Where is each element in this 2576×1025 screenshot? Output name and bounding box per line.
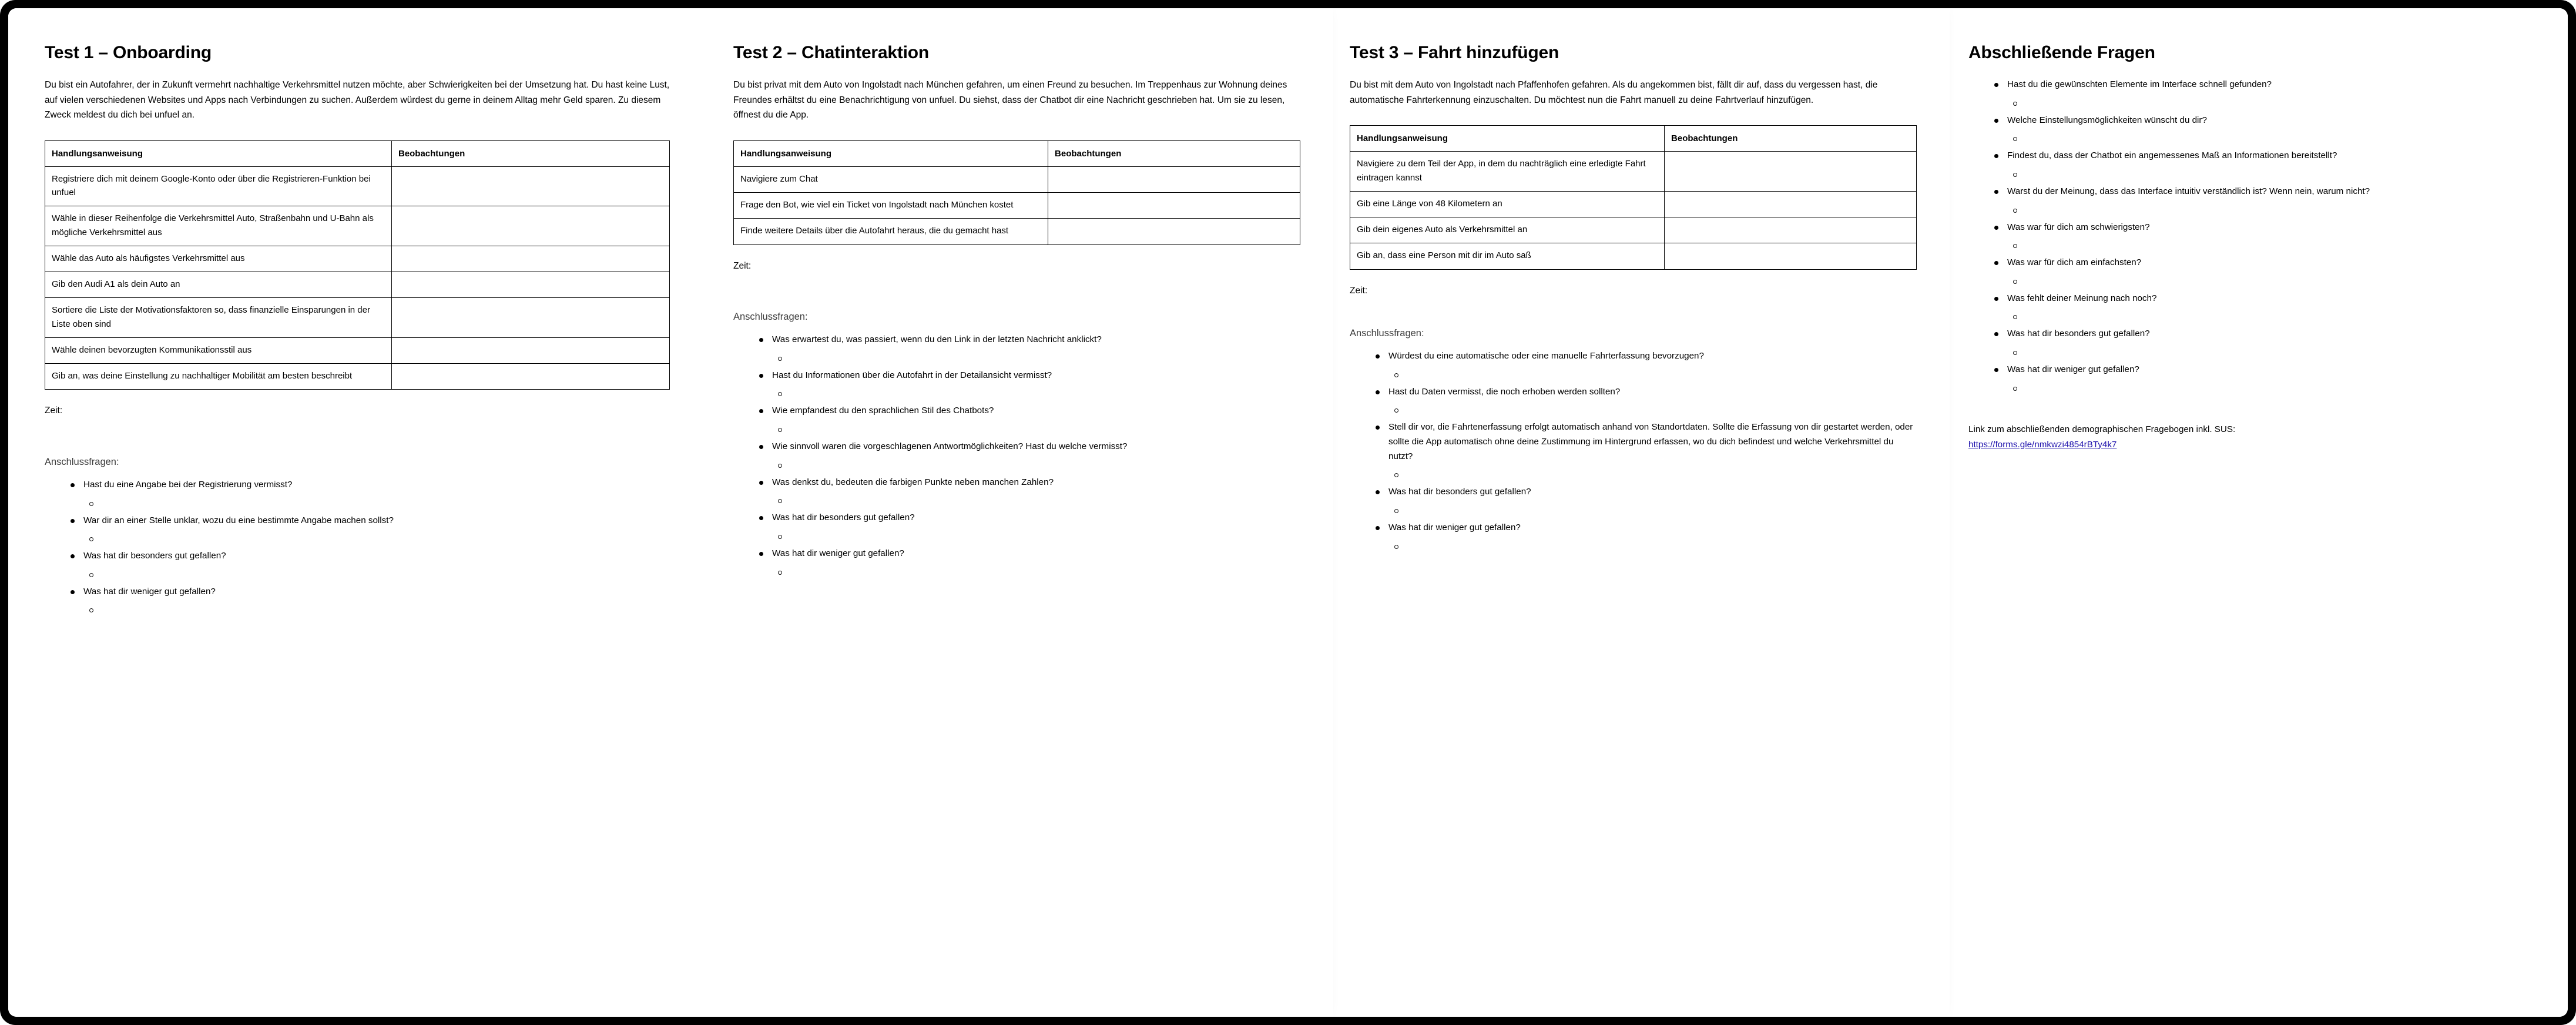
- table-row: [45, 206, 670, 246]
- page-title: Abschließende Fragen: [1968, 43, 2155, 62]
- document-page-4: [1950, 8, 2568, 1017]
- answer-sub-bullet: [1373, 403, 1917, 420]
- page-title: Test 2 – Chatinteraktion: [733, 43, 930, 62]
- column-header-observation: Beobachtungen: [1048, 140, 1300, 166]
- answer-sub-bullet: [757, 529, 1300, 547]
- answer-sub-bullet: [757, 493, 1300, 511]
- list-item: Was hat dir besonders gut gefallen?: [1992, 327, 2535, 341]
- answer-sub-bullet: [1992, 274, 2535, 292]
- answer-sub-bullet: [1992, 309, 2535, 327]
- observation-cell[interactable]: [1665, 152, 1917, 192]
- table-row: [45, 337, 670, 363]
- task-instruction-cell: Registriere dich mit deinem Google-Konto oder über die Registrieren-Funktion bei unfuel: [45, 166, 392, 206]
- table-row: [45, 166, 670, 206]
- observation-cell[interactable]: [391, 364, 669, 390]
- observation-cell[interactable]: [391, 272, 669, 298]
- answer-sub-bullet: [1992, 131, 2535, 149]
- table-row: [1350, 243, 1917, 269]
- list-item: Hast du Daten vermisst, die noch erhoben werden sollten?: [1373, 385, 1917, 400]
- list-item: Was hat dir besonders gut gefallen?: [757, 511, 1300, 525]
- table-row: [45, 364, 670, 390]
- table-header-row: [1350, 126, 1917, 152]
- task-table: [45, 140, 670, 390]
- followup-questions-list: [45, 478, 670, 621]
- column-header-action: Handlungsanweisung: [734, 140, 1048, 166]
- column-header-action: Handlungsanweisung: [1350, 126, 1665, 152]
- table-row: [1350, 191, 1917, 217]
- followup-questions-title: Anschlussfragen:: [45, 457, 119, 468]
- answer-sub-bullet: [1373, 467, 1917, 485]
- answer-sub-bullet: [1992, 203, 2535, 220]
- questionnaire-link[interactable]: https://forms.gle/nmkwzi4854rBTy4k7: [1968, 439, 2117, 450]
- answer-sub-bullet: [757, 422, 1300, 440]
- answer-sub-bullet: [1992, 96, 2535, 113]
- page-title: Test 1 – Onboarding: [45, 43, 212, 62]
- table-row: [1350, 217, 1917, 243]
- observation-cell[interactable]: [1665, 191, 1917, 217]
- page-title: Test 3 – Fahrt hinzufügen: [1350, 43, 1559, 62]
- answer-sub-bullet: [68, 531, 670, 549]
- list-item: Was hat dir weniger gut gefallen?: [1373, 521, 1917, 535]
- task-instruction-cell: Gib an, was deine Einstellung zu nachhaltiger Mobilität am besten beschreibt: [45, 364, 392, 390]
- time-label: Zeit:: [45, 406, 63, 416]
- list-item: Was hat dir besonders gut gefallen?: [1373, 485, 1917, 500]
- scenario-paragraph: Du bist privat mit dem Auto von Ingolstadt nach München gefahren, um einen Freund zu besuchen. Im Treppenhaus zur Wohnung deines Freundes erhältst du eine Benachrichtigung von unfuel. Du siehst, dass der Chatbot dir eine Nachricht geschrieben hat. Um sie zu lesen, öffnest du die App.: [733, 80, 1287, 120]
- document-surface: [8, 8, 2568, 1017]
- list-item: Stell dir vor, die Fahrtenerfassung erfolgt automatisch anhand von Standortdaten. Sollte die Erfassung von dir gestartet werden, oder sollte die App automatisch ohne deine Zustimmung im Hintergrund erfassen, wo du dich befindest und welche Verkehrsmittel du nutzt?: [1373, 420, 1917, 464]
- table-header-row: [45, 140, 670, 166]
- list-item: Wie empfandest du den sprachlichen Stil des Chatbots?: [757, 404, 1300, 418]
- answer-sub-bullet: [68, 567, 670, 585]
- final-questions-list: [1968, 78, 2535, 398]
- list-item: Würdest du eine automatische oder eine manuelle Fahrterfassung bevorzugen?: [1373, 349, 1917, 364]
- task-instruction-cell: Gib dein eigenes Auto als Verkehrsmittel an: [1350, 217, 1665, 243]
- answer-sub-bullet: [68, 602, 670, 620]
- task-table: [1350, 125, 1917, 270]
- list-item: Warst du der Meinung, dass das Interface intuitiv verständlich ist? Wenn nein, warum nicht?: [1992, 185, 2535, 199]
- answer-sub-bullet: [1992, 167, 2535, 185]
- list-item: Was fehlt deiner Meinung nach noch?: [1992, 292, 2535, 306]
- answer-sub-bullet: [757, 458, 1300, 475]
- table-row: [734, 193, 1300, 219]
- answer-sub-bullet: [1992, 238, 2535, 256]
- observation-cell[interactable]: [1048, 193, 1300, 219]
- observation-cell[interactable]: [391, 206, 669, 246]
- list-item: Was war für dich am einfachsten?: [1992, 256, 2535, 270]
- list-item: Was hat dir weniger gut gefallen?: [68, 585, 670, 599]
- task-instruction-cell: Navigiere zu dem Teil der App, in dem du nachträglich eine erledigte Fahrt eintragen kannst: [1350, 152, 1665, 192]
- time-label: Zeit:: [733, 260, 752, 271]
- task-instruction-cell: Wähle in dieser Reihenfolge die Verkehrsmittel Auto, Straßenbahn und U-Bahn als mögliche Verkehrsmittel aus: [45, 206, 392, 246]
- task-instruction-cell: Gib eine Länge von 48 Kilometern an: [1350, 191, 1665, 217]
- scenario-paragraph: Du bist mit dem Auto von Ingolstadt nach Pfaffenhofen gefahren. Als du angekommen bist, fällt dir auf, dass du vergessen hast, die automatische Fahrterkennung einzuschalten. Du möchtest nun die Fahrt manuell zu deine Fahrtverlauf hinzufügen.: [1350, 80, 1878, 105]
- answer-sub-bullet: [757, 386, 1300, 404]
- answer-sub-bullet: [757, 351, 1300, 369]
- list-item: Welche Einstellungsmöglichkeiten wünscht du dir?: [1992, 113, 2535, 128]
- list-item: Was denkst du, bedeuten die farbigen Punkte neben manchen Zahlen?: [757, 475, 1300, 490]
- observation-cell[interactable]: [1665, 217, 1917, 243]
- answer-sub-bullet: [1373, 539, 1917, 557]
- list-item: Was erwartest du, was passiert, wenn du den Link in der letzten Nachricht anklickt?: [757, 333, 1300, 347]
- list-item: Was war für dich am schwierigsten?: [1992, 220, 2535, 235]
- table-row: [734, 219, 1300, 244]
- document-page-3: [1333, 8, 1950, 1017]
- observation-cell[interactable]: [1048, 166, 1300, 192]
- table-row: [1350, 152, 1917, 192]
- table-header-row: [734, 140, 1300, 166]
- list-item: Hast du die gewünschten Elemente im Interface schnell gefunden?: [1992, 78, 2535, 92]
- task-instruction-cell: Gib an, dass eine Person mit dir im Auto saß: [1350, 243, 1665, 269]
- answer-sub-bullet: [1373, 367, 1917, 385]
- time-label: Zeit:: [1350, 285, 1368, 296]
- task-instruction-cell: Frage den Bot, wie viel ein Ticket von Ingolstadt nach München kostet: [734, 193, 1048, 219]
- observation-cell[interactable]: [391, 166, 669, 206]
- column-header-observation: Beobachtungen: [1665, 126, 1917, 152]
- task-table: [733, 140, 1300, 245]
- task-instruction-cell: Wähle das Auto als häufigstes Verkehrsmittel aus: [45, 246, 392, 272]
- table-row: [45, 246, 670, 272]
- list-item: Hast du eine Angabe bei der Registrierung vermisst?: [68, 478, 670, 493]
- list-item: War dir an einer Stelle unklar, wozu du eine bestimmte Angabe machen sollst?: [68, 514, 670, 528]
- task-instruction-cell: Wähle deinen bevorzugten Kommunikationsstil aus: [45, 337, 392, 363]
- table-row: [45, 298, 670, 338]
- list-item: Findest du, dass der Chatbot ein angemessenes Maß an Informationen bereitstellt?: [1992, 149, 2535, 163]
- questionnaire-link-block: [1968, 422, 2535, 453]
- observation-cell[interactable]: [391, 298, 669, 338]
- answer-sub-bullet: [68, 496, 670, 514]
- list-item: Was hat dir weniger gut gefallen?: [757, 547, 1300, 561]
- answer-sub-bullet: [1992, 345, 2535, 363]
- table-row: [45, 272, 670, 298]
- task-instruction-cell: Finde weitere Details über die Autofahrt heraus, die du gemacht hast: [734, 219, 1048, 244]
- column-header-observation: Beobachtungen: [391, 140, 669, 166]
- list-item: Wie sinnvoll waren die vorgeschlagenen Antwortmöglichkeiten? Hast du welche vermisst?: [757, 440, 1300, 454]
- observation-cell[interactable]: [391, 246, 669, 272]
- followup-questions-title: Anschlussfragen:: [733, 311, 808, 323]
- task-instruction-cell: Sortiere die Liste der Motivationsfaktoren so, dass finanzielle Einsparungen in der Liste oben sind: [45, 298, 392, 338]
- answer-sub-bullet: [757, 565, 1300, 582]
- table-row: [734, 166, 1300, 192]
- list-item: Was hat dir besonders gut gefallen?: [68, 549, 670, 564]
- document-page-1: [8, 8, 717, 1017]
- observation-cell[interactable]: [1665, 243, 1917, 269]
- document-page-2: [717, 8, 1333, 1017]
- questionnaire-link-intro: Link zum abschließenden demographischen Fragebogen inkl. SUS:: [1968, 424, 2236, 434]
- task-instruction-cell: Navigiere zum Chat: [734, 166, 1048, 192]
- scenario-paragraph: Du bist ein Autofahrer, der in Zukunft vermehrt nachhaltige Verkehrsmittel nutzen möchte, aber Schwierigkeiten bei der Umsetzung hat. Du hast keine Lust, auf vielen verschiedenen Websites und Apps nach Verbindungen zu suchen. Außerdem würdest du gerne in deinem Alltag mehr Geld sparen. Zu diesem Zweck meldest du dich bei unfuel an.: [45, 80, 670, 120]
- followup-questions-list: [733, 333, 1300, 582]
- column-header-action: Handlungsanweisung: [45, 140, 392, 166]
- answer-sub-bullet: [1992, 381, 2535, 398]
- followup-questions-title: Anschlussfragen:: [1350, 328, 1424, 339]
- list-item: Hast du Informationen über die Autofahrt in der Detailansicht vermisst?: [757, 369, 1300, 383]
- observation-cell[interactable]: [1048, 219, 1300, 244]
- answer-sub-bullet: [1373, 503, 1917, 521]
- observation-cell[interactable]: [391, 337, 669, 363]
- list-item: Was hat dir weniger gut gefallen?: [1992, 363, 2535, 377]
- task-instruction-cell: Gib den Audi A1 als dein Auto an: [45, 272, 392, 298]
- followup-questions-list: [1350, 349, 1917, 556]
